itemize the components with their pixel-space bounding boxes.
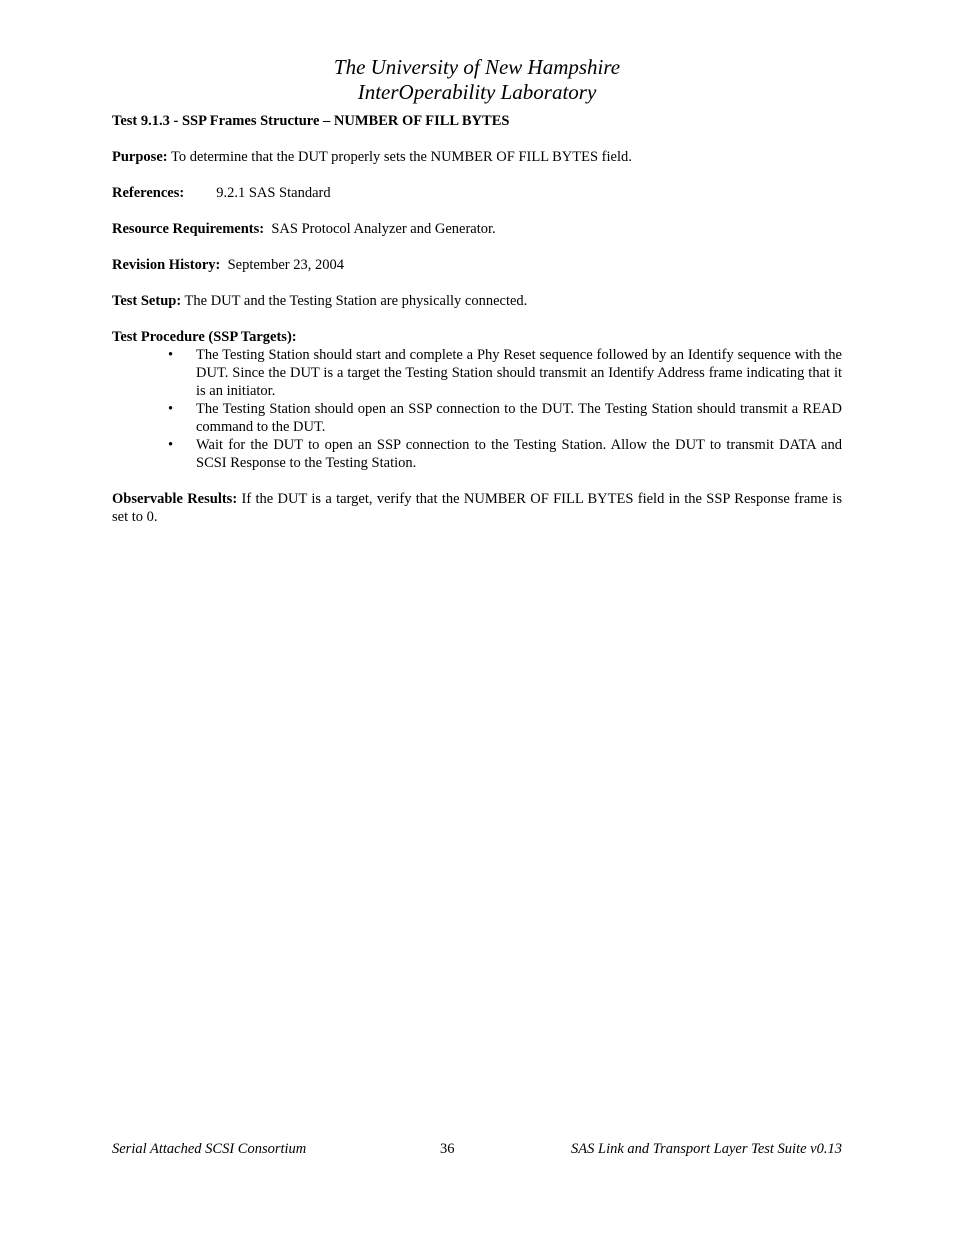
setup-label: Test Setup: [112,293,182,309]
bullet-icon: • [168,437,174,453]
footer-document-title: SAS Link and Transport Layer Test Suite v0.13 [571,1141,842,1157]
page-header [0,55,954,105]
step-text: Wait for the DUT to open an SSP connection to the Testing Station. Allow the DUT to transmit DATA and SCSI Response to the Testing Station. [196,437,842,471]
list-item [168,400,842,436]
procedure-label: Test Procedure (SSP Targets): [112,329,297,345]
footer-organization: Serial Attached SCSI Consortium [112,1141,307,1157]
references-label: References: [112,185,185,201]
test-title: Test 9.1.3 - SSP Frames Structure – NUMBER OF FILL BYTES [112,113,510,129]
bullet-icon: • [168,401,174,417]
setup-text: The DUT and the Testing Station are physically connected. [184,293,528,309]
bullet-icon: • [168,347,174,363]
resources-text: SAS Protocol Analyzer and Generator. [271,221,496,237]
references-paragraph [112,184,842,202]
results-text: If the DUT is a target, verify that the NUMBER OF FILL BYTES field in the SSP Response frame is set to 0. [112,491,842,525]
list-item [168,436,842,472]
list-item [168,346,842,400]
setup-paragraph [112,292,842,310]
results-label: Observable Results: [112,491,238,507]
step-text: The Testing Station should start and complete a Phy Reset sequence followed by an Identify sequence with the DUT. Since the DUT is a target the Testing Station should transmit an Identify Address frame indicating that it is an initiator. [196,347,842,399]
document-body [112,112,842,544]
purpose-text: To determine that the DUT properly sets the NUMBER OF FILL BYTES field. [170,149,632,165]
resources-label: Resource Requirements: [112,221,265,237]
page-number: 36 [440,1141,455,1157]
procedure-steps [112,346,842,472]
step-text: The Testing Station should open an SSP connection to the DUT. The Testing Station should transmit a READ command to the DUT. [196,401,842,435]
purpose-paragraph [112,148,842,166]
revision-paragraph [112,256,842,274]
revision-label: Revision History: [112,257,221,273]
results-paragraph [112,490,842,526]
resources-paragraph [112,220,842,238]
page-footer [112,1140,842,1160]
header-laboratory: InterOperability Laboratory [357,80,597,104]
header-university: The University of New Hampshire [333,55,621,79]
purpose-label: Purpose: [112,149,168,165]
references-text: 9.2.1 SAS Standard [216,185,331,201]
revision-text: September 23, 2004 [227,257,344,273]
